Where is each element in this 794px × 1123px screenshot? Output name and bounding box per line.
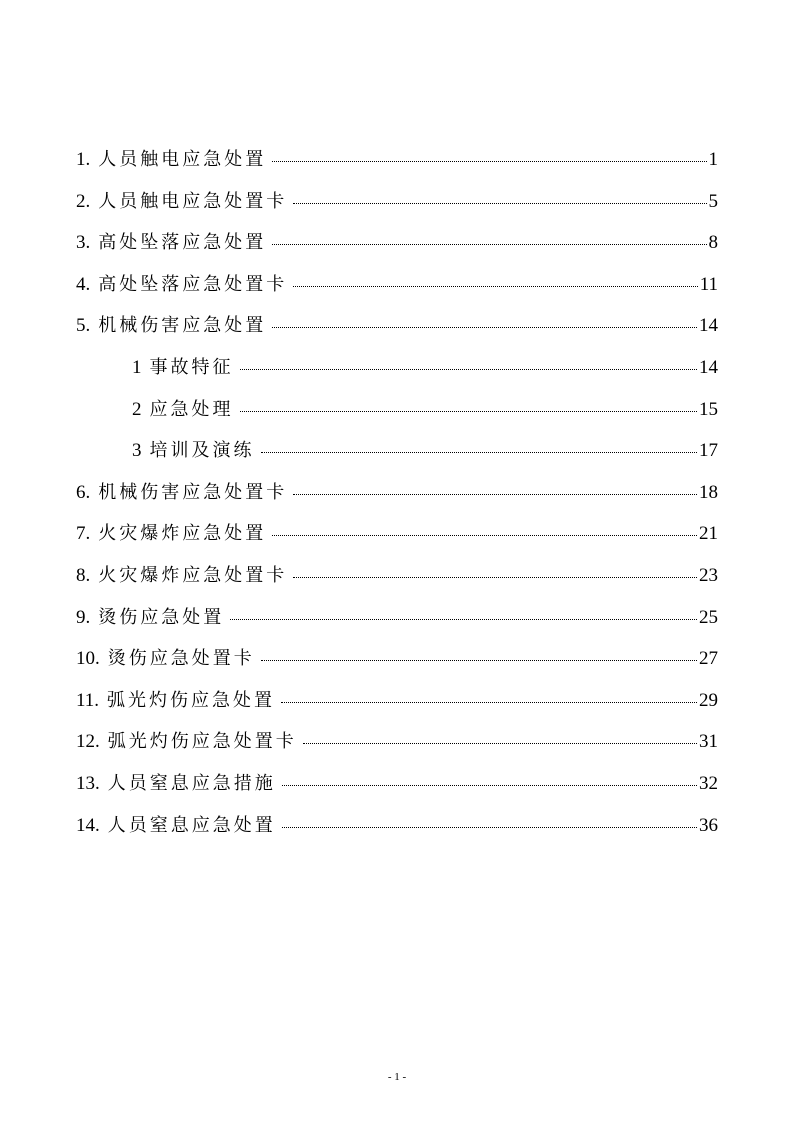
toc-entry-4[interactable] (76, 269, 718, 311)
toc-entry-11[interactable] (76, 685, 718, 727)
toc-entry-title: 高处坠落应急处置 (98, 232, 267, 254)
toc-entry-title: 事故特征 (149, 356, 234, 378)
toc-entry-title: 烫伤应急处置卡 (107, 648, 255, 670)
dot-leader (261, 659, 697, 661)
toc-entry-page: 14 (699, 315, 718, 337)
toc-entry-page: 11 (699, 273, 718, 295)
toc-entry-page: 14 (699, 356, 718, 378)
toc-entry-number: 7. (76, 523, 91, 545)
toc-entry-page: 8 (708, 232, 718, 254)
toc-entry-number: 11. (76, 689, 100, 711)
toc-entry-page: 25 (699, 606, 718, 628)
dot-leader (293, 285, 697, 287)
toc-entry-number: 2 (132, 398, 142, 420)
toc-entry-page: 1 (708, 149, 718, 170)
toc-entry-3[interactable] (76, 227, 718, 269)
toc-entry-number: 12. (76, 731, 100, 753)
dot-leader (240, 410, 698, 412)
toc-entry-page: 36 (699, 814, 718, 836)
toc-entry-title: 培训及演练 (149, 440, 255, 462)
dot-leader (230, 618, 697, 620)
toc-entry-title: 人员触电应急处置卡 (98, 190, 288, 212)
toc-entry-12[interactable] (76, 726, 718, 768)
toc-entry-title: 人员触电应急处置 (98, 149, 267, 170)
dot-leader (272, 243, 706, 245)
toc-entry-number: 6. (76, 481, 91, 503)
toc-entry-number: 5. (76, 315, 91, 337)
toc-entry-page: 17 (699, 440, 718, 462)
toc-entry-page: 5 (708, 190, 718, 212)
toc-entry-page: 21 (699, 523, 718, 545)
toc-entry-number: 2. (76, 190, 91, 212)
toc-entry-number: 4. (76, 273, 91, 295)
dot-leader (272, 326, 697, 328)
toc-entry-14[interactable] (76, 810, 718, 852)
toc-entry-8[interactable] (76, 560, 718, 602)
toc-entry-title: 弧光灼伤应急处置 (107, 689, 276, 711)
toc-entry-page: 31 (699, 731, 718, 753)
toc-entry-13[interactable] (76, 768, 718, 810)
toc-entry-1[interactable] (76, 144, 718, 186)
toc-entry-title: 机械伤害应急处置 (98, 315, 267, 337)
toc-subentry-5-3[interactable] (76, 435, 718, 477)
dot-leader (272, 534, 697, 536)
toc-entry-7[interactable] (76, 518, 718, 560)
dot-leader (303, 742, 697, 744)
toc-entry-title: 高处坠落应急处置卡 (98, 273, 288, 295)
dot-leader (282, 784, 697, 786)
toc-entry-page: 27 (699, 648, 718, 670)
toc-entry-page: 29 (699, 689, 718, 711)
toc-entry-title: 人员窒息应急处置 (107, 814, 276, 836)
dot-leader (240, 368, 698, 370)
toc-entry-number: 13. (76, 772, 100, 794)
toc-entry-page: 15 (699, 398, 718, 420)
page-number-footer: - 1 - (387, 1071, 407, 1083)
toc-entry-5[interactable] (76, 310, 718, 352)
toc-entry-title: 火灾爆炸应急处置卡 (98, 564, 288, 586)
toc-entry-title: 机械伤害应急处置卡 (98, 481, 288, 503)
toc-entry-number: 3. (76, 232, 91, 254)
dot-leader (272, 160, 706, 162)
toc-entry-9[interactable] (76, 602, 718, 644)
dot-leader (293, 202, 706, 204)
toc-entry-page: 18 (699, 481, 718, 503)
toc-subentry-5-2[interactable] (76, 394, 718, 436)
dot-leader (281, 701, 697, 703)
toc-entry-title: 人员窒息应急措施 (107, 772, 276, 794)
table-of-contents (76, 144, 718, 851)
toc-entry-number: 1. (76, 149, 91, 170)
toc-entry-number: 9. (76, 606, 91, 628)
toc-entry-title: 应急处理 (149, 398, 234, 420)
toc-entry-10[interactable] (76, 643, 718, 685)
toc-entry-title: 烫伤应急处置 (98, 606, 225, 628)
toc-entry-2[interactable] (76, 186, 718, 228)
toc-entry-title: 弧光灼伤应急处置卡 (107, 731, 297, 753)
dot-leader (261, 451, 698, 453)
toc-subentry-5-1[interactable] (76, 352, 718, 394)
dot-leader (282, 826, 697, 828)
dot-leader (293, 576, 697, 578)
toc-entry-number: 14. (76, 814, 100, 836)
toc-entry-number: 10. (76, 648, 100, 670)
toc-entry-title: 火灾爆炸应急处置 (98, 523, 267, 545)
toc-entry-page: 32 (699, 772, 718, 794)
toc-entry-page: 23 (699, 564, 718, 586)
toc-entry-number: 1 (132, 356, 142, 378)
toc-entry-number: 3 (132, 440, 142, 462)
toc-entry-6[interactable] (76, 477, 718, 519)
toc-entry-number: 8. (76, 564, 91, 586)
dot-leader (293, 493, 697, 495)
